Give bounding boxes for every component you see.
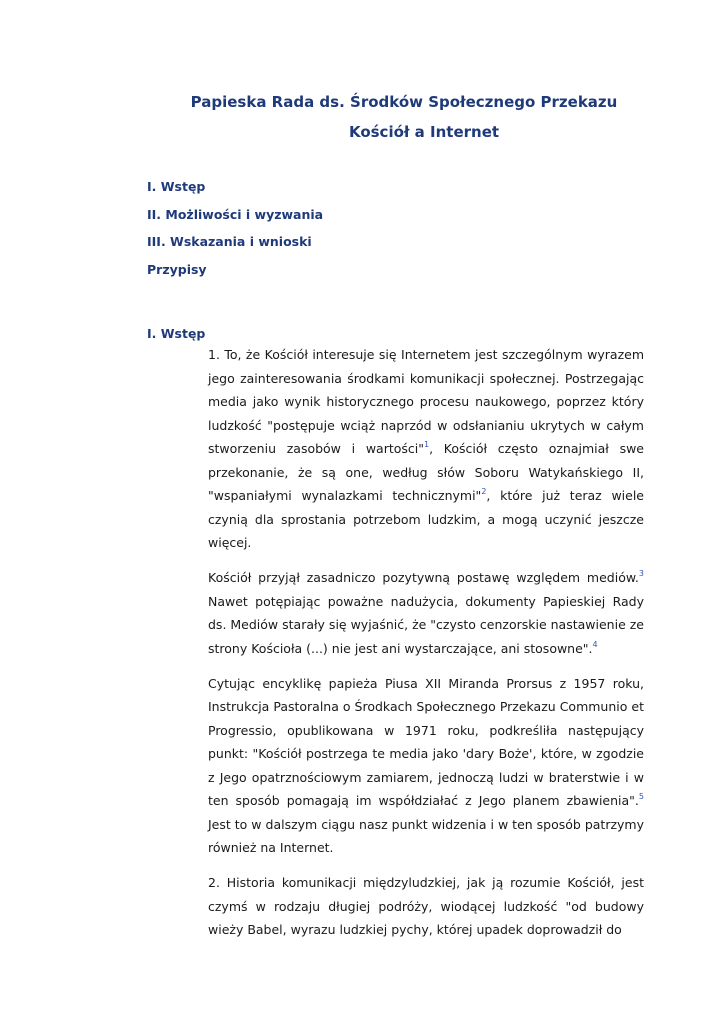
toc-item-wstep[interactable]: I. Wstęp bbox=[147, 179, 206, 194]
footnote-ref-3[interactable]: 3 bbox=[638, 569, 644, 578]
toc-item-wskazania[interactable]: III. Wskazania i wnioski bbox=[147, 234, 312, 249]
toc-item-przypisy[interactable]: Przypisy bbox=[147, 261, 207, 277]
footnote-ref-5[interactable]: 5 bbox=[638, 792, 644, 801]
document-subtitle: Kościół a Internet bbox=[348, 123, 500, 141]
document-title: Papieska Rada ds. Środków Społecznego Przekazu bbox=[190, 93, 618, 111]
paragraph-4-text-a: 2. Historia komunikacji międzyludzkiej, jak ją rozumie Kościół, jest czymś w rodzaju długiej podróży, wiodącej ludzkość "od budowy wieży Babel, wyrazu ludzkiej pychy, której upadek doprowadził do bbox=[208, 875, 644, 937]
toc-item-mozliwosci[interactable]: II. Możliwości i wyzwania bbox=[147, 206, 324, 222]
paragraph-1-text-b: , Kościół często oznajmiał swe przekonanie, że są one, według słów Soboru Watykańskiego II, "wspaniałymi wynalazkami technicznymi" bbox=[208, 441, 644, 503]
footnote-ref-4[interactable]: 4 bbox=[592, 639, 598, 649]
paragraph-2 bbox=[208, 566, 644, 660]
paragraph-2-text-a: Kościół przyjął zasadniczo pozytywną postawę względem mediów. bbox=[208, 570, 639, 585]
footnote-ref-1[interactable]: 1 bbox=[424, 440, 430, 449]
paragraph-1 bbox=[208, 343, 644, 555]
paragraph-3-text-b: Jest to w dalszym ciągu nasz punkt widzenia i w ten sposób patrzymy również na Internet. bbox=[208, 816, 644, 855]
section-body bbox=[208, 343, 644, 953]
paragraph-3-text-a: Cytując encyklikę papieża Piusa XII Miranda Prorsus z 1957 roku, Instrukcja Pastoralna o Środkach Społecznego Przekazu Communio et Progressio, opublikowana w 1971 roku, podkreśliła następujący punkt: "Kościół postrzega te media jako 'dary Boże', które, w zgodzie z Jego opatrznościowym zamiarem, jednoczą ludzi w braterstwie i w ten sposób pomagają im współdziałać z Jego planem zbawienia". bbox=[208, 675, 644, 808]
paragraph-3 bbox=[208, 672, 644, 860]
paragraph-1-text-a: 1. To, że Kościół interesuje się Internetem jest szczególnym wyrazem jego zainteresowania środkami komunikacji społecznej. Postrzegając media jako wynik historycznego procesu naukowego, poprzez który ludzkość "postępuje wciąż naprzód w odsłanianiu ukrytych w całym stworzeniu zasobów i wartości" bbox=[208, 347, 644, 456]
paragraph-4 bbox=[208, 871, 644, 942]
section-heading-wstep: I. Wstęp bbox=[147, 326, 206, 341]
paragraph-2-text-b: Nawet potępiając poważne nadużycia, dokumenty Papieskiej Rady ds. Mediów starały się wyjaśnić, że "czysto cenzorskie nastawienie ze strony Kościoła (...) nie jest ani wystarczające, ani stosowne". bbox=[208, 593, 644, 656]
table-of-contents bbox=[147, 178, 323, 288]
paragraph-1-text-c: , które już teraz wiele czynią dla sprostania potrzebom ludzkim, a mogą uczynić jeszcze więcej. bbox=[208, 488, 645, 550]
footnote-ref-2[interactable]: 2 bbox=[481, 487, 487, 496]
